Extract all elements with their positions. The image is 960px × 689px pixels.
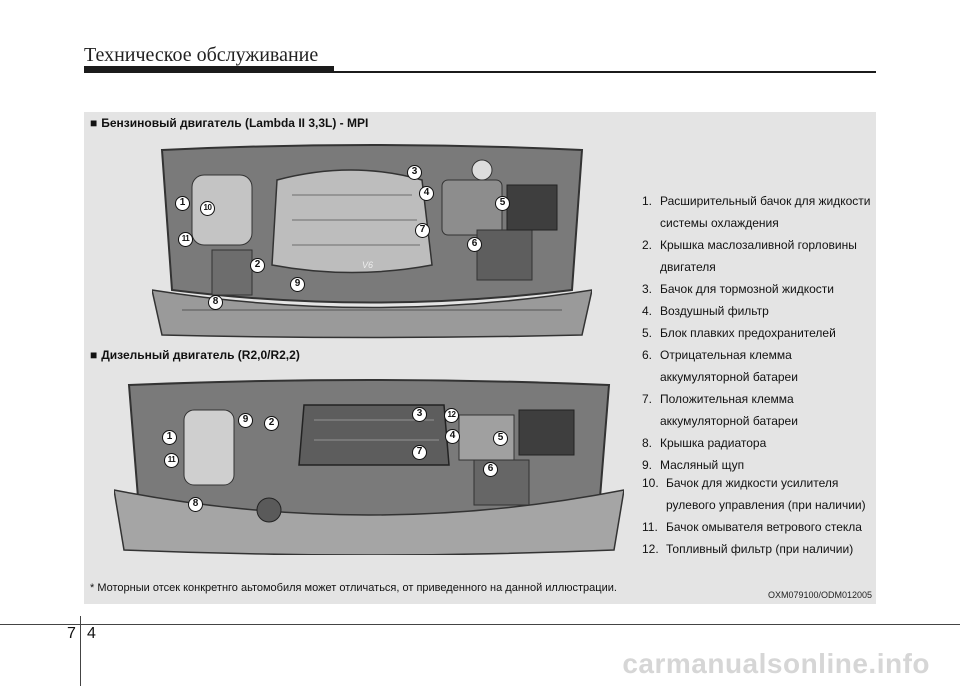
legend-item: 10. Бачок для жидкости усилителя рулевого управления (при наличии) — [642, 476, 866, 512]
callout-7: 7 — [412, 445, 427, 460]
legend-item: 11. Бачок омывателя ветрового стекла — [642, 520, 862, 534]
legend-item: 2. Крышка маслозаливной горловины двигателя — [642, 238, 857, 274]
callout-12: 12 — [444, 408, 459, 423]
callout-11: 11 — [164, 453, 179, 468]
petrol-engine-illustration — [152, 140, 592, 340]
petrol-section-label: Бензиновый двигатель (Lambda II 3,3L) - MPI — [101, 116, 369, 130]
footer-rule — [0, 624, 960, 625]
callout-11: 11 — [178, 232, 193, 247]
page-header-title: Техническое обслуживание — [84, 44, 319, 66]
bullet-square-icon: ■ — [90, 348, 98, 362]
callout-4: 4 — [419, 186, 434, 201]
callout-2: 2 — [250, 258, 265, 273]
legend-item: 8. Крышка радиатора — [642, 436, 767, 450]
callout-3: 3 — [407, 165, 422, 180]
legend-item: 1. Расширительный бачок для жидкости системы охлаждения — [642, 194, 871, 230]
legend-item: 12. Топливный фильтр (при наличии) — [642, 542, 854, 556]
legend-item: 5. Блок плавких предохранителей — [642, 326, 836, 340]
chapter-number: 7 — [67, 625, 76, 642]
callout-3: 3 — [412, 407, 427, 422]
callout-6: 6 — [483, 462, 498, 477]
component-legend — [642, 190, 874, 560]
callout-5: 5 — [493, 431, 508, 446]
footnote: * Моторныи отсек конкретнго аьтомобиля может отличаться, от приведенного на данной иллюстрации. — [90, 582, 617, 594]
callout-8: 8 — [188, 497, 203, 512]
content-panel — [84, 112, 876, 604]
v6-badge: V6 — [362, 260, 374, 270]
callout-1: 1 — [175, 196, 190, 211]
callout-4: 4 — [445, 429, 460, 444]
diesel-engine-illustration — [114, 370, 624, 555]
bullet-square-icon: ■ — [90, 116, 98, 130]
diesel-section-title — [90, 348, 300, 362]
callout-10: 10 — [200, 201, 215, 216]
legend-item: 4. Воздушный фильтр — [642, 304, 769, 318]
callout-8: 8 — [208, 295, 223, 310]
image-code: OXM079100/ODM012005 — [767, 590, 872, 600]
page-number: 4 — [87, 625, 96, 642]
site-watermark: carmanualsonline.info — [622, 648, 930, 679]
header-rule-thin — [334, 71, 876, 73]
legend-item: 3. Бачок для тормозной жидкости — [642, 282, 834, 296]
callout-7: 7 — [415, 223, 430, 238]
legend-item: 9. Масляный щуп — [642, 458, 745, 472]
diesel-section-label: Дизельный двигатель (R2,0/R2,2) — [101, 348, 300, 362]
callout-6: 6 — [467, 237, 482, 252]
callout-2: 2 — [264, 416, 279, 431]
legend-item: 7. Положительная клемма аккумуляторной батареи — [642, 392, 798, 428]
page-number-separator — [80, 616, 81, 686]
callout-1: 1 — [162, 430, 177, 445]
legend-item: 6. Отрицательная клемма аккумуляторной батареи — [642, 348, 798, 384]
callout-5: 5 — [495, 196, 510, 211]
petrol-section-title — [90, 116, 368, 130]
callout-9: 9 — [290, 277, 305, 292]
header-rule-thick — [84, 66, 334, 73]
callout-9: 9 — [238, 413, 253, 428]
